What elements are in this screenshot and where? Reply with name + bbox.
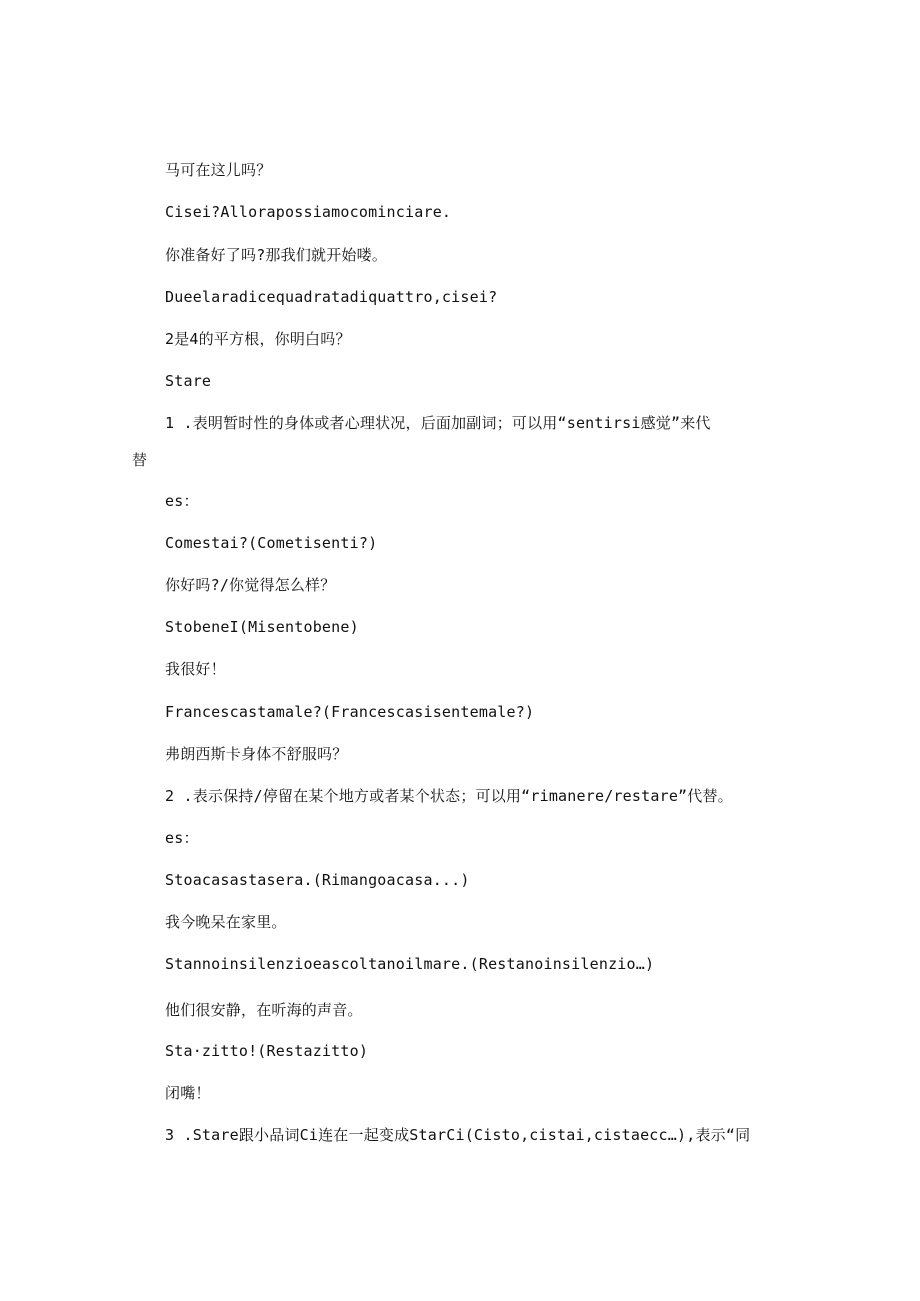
text-line: StobeneI(Misentobene) xyxy=(165,618,359,636)
example-label: es： xyxy=(165,492,199,510)
text-line: 我今晚呆在家里。 xyxy=(165,913,287,931)
numbered-item: 2 .表示保持/停留在某个地方或者某个状态；可以用“rimanere/restare”代替。 xyxy=(165,787,733,805)
text-line: Cisei?Allorapossiamocominciare. xyxy=(165,203,452,221)
example-label: es： xyxy=(165,829,199,847)
section-heading: Stare xyxy=(165,372,212,390)
text-line: 2是4的平方根，你明白吗？ xyxy=(165,330,351,348)
text-line-continuation: 替 xyxy=(132,451,148,469)
text-line: 弗朗西斯卡身体不舒服吗？ xyxy=(165,745,348,763)
text-line: 你准备好了吗?那我们就开始喽。 xyxy=(165,246,388,264)
numbered-item: 3 .Stare跟小品词Ci连在一起变成StarCi(Cisto,cistai,cistaecc…),表示“同 xyxy=(165,1126,751,1144)
text-line: Comestai?(Cometisenti?) xyxy=(165,534,378,552)
text-line: Stannoinsilenzioeascoltanoilmare.(Restanoinsilenzio…) xyxy=(165,955,655,973)
text-line: Francescastamale?(Francescasisentemale?) xyxy=(165,703,535,721)
text-line: 闭嘴！ xyxy=(165,1084,211,1102)
text-line: Stoacasastasera.(Rimangoacasa...) xyxy=(165,871,470,889)
text-line: 马可在这儿吗？ xyxy=(165,161,272,179)
numbered-item: 1 .表明暂时性的身体或者心理状况，后面加副词；可以用“sentirsi感觉”来代 xyxy=(165,414,711,432)
text-line: 你好吗?/你觉得怎么样？ xyxy=(165,576,336,594)
text-line: 我很好！ xyxy=(165,660,226,678)
text-line: 他们很安静，在听海的声音。 xyxy=(165,1001,363,1019)
text-line: Dueelaradicequadratadiquattro,cisei? xyxy=(165,288,498,306)
text-line: Sta·zitto!(Restazitto) xyxy=(165,1042,369,1060)
